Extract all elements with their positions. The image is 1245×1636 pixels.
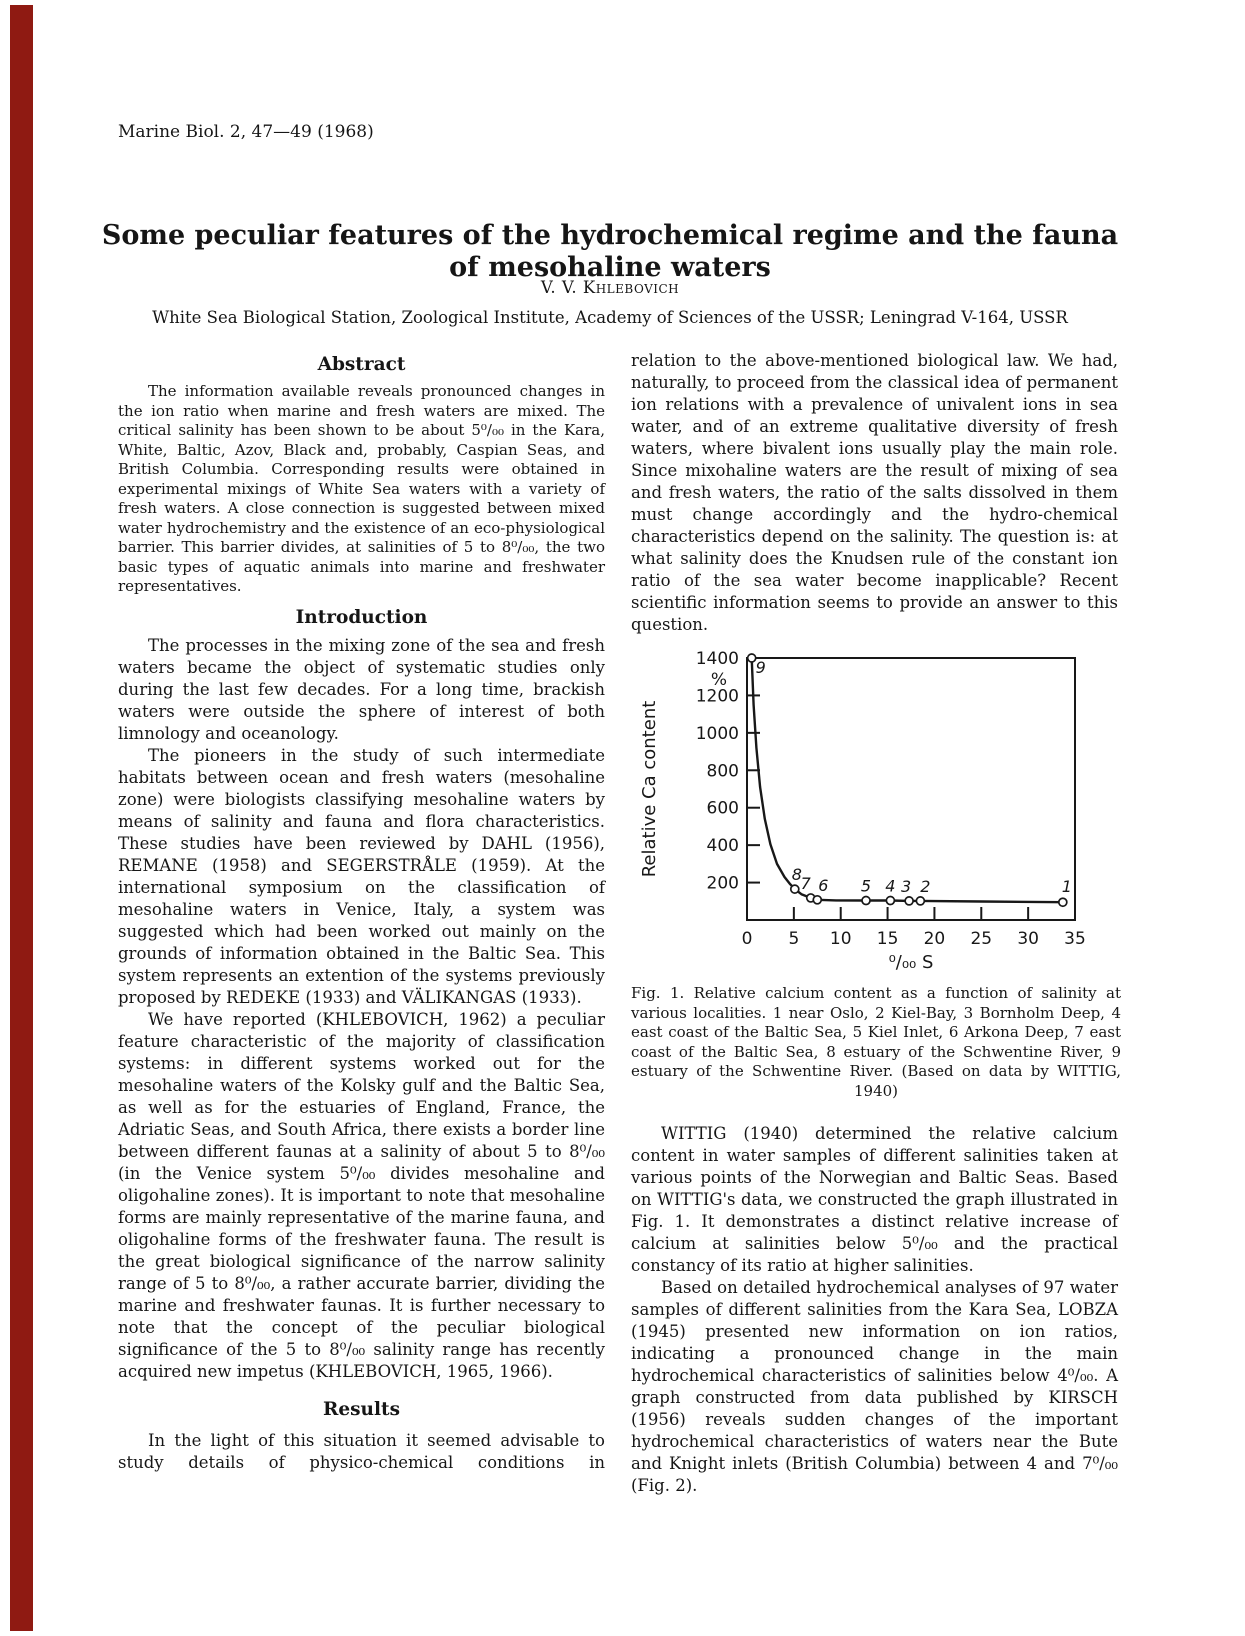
svg-text:2: 2 (920, 876, 931, 896)
figure-1-chart (631, 644, 1121, 976)
svg-text:200: 200 (706, 873, 739, 894)
svg-text:0: 0 (741, 929, 753, 949)
author-affiliation: White Sea Biological Station, Zoological Institute, Academy of Sciences of the USSR; Leningrad V-164, USSR (152, 308, 1068, 327)
svg-text:5: 5 (860, 876, 872, 896)
svg-text:25: 25 (970, 929, 993, 949)
results-paragraph-1-continued: relation to the above-mentioned biological law. We had, naturally, to proceed from the classical idea of permanent ion relations with a prevalence of univalent ions in sea water, and of an extreme qualitative diversity of fresh waters, where bivalent ions usually play the main role. Since mixohaline waters are the result of mixing of sea and fresh waters, the ratio of the salts dissolved in them must change accordingly and the hydro-chemical characteristics depend on the salinity. The question is: at what salinity does the Knudsen rule of the constant ion ratio of the sea water become inapplicable? Recent scientific information seems to provide an answer to this question. (631, 351, 1118, 634)
svg-text:6: 6 (818, 875, 829, 895)
svg-text:7: 7 (800, 873, 811, 893)
svg-text:800: 800 (706, 761, 739, 782)
figure-1-caption: Fig. 1. Relative calcium content as a function of salinity at various localities. 1 near Oslo, 2 Kiel-Bay, 3 Bornholm Deep, 4 east coast of the Baltic Sea, 5 Kiel Inlet, 6 Arkona Deep, 7 east coast of the Baltic Sea, 8 estuary of the Schwentine River, 9 estuary of the Schwentine River. (Based on data by WITTIG, 1940) (631, 984, 1121, 1100)
figure-1 (631, 644, 1121, 1101)
left-margin-stripe (10, 5, 33, 1631)
right-column (631, 350, 1121, 1497)
intro-paragraph-2: The pioneers in the study of such intermediate habitats between ocean and fresh waters (mesohaline zone) were biologists classifying mesohaline waters by means of salinity and fauna and flora characteristics. These studies have been reviewed by DAHL (1956), REMANE (1958) and SEGERSTRÅLE (1959). At the international symposium on the classification of mesohaline waters in Venice, Italy, a system was suggested which had been worked out mainly on the grounds of information obtained in the Baltic Sea. This system represents an extention of the systems previously proposed by REDEKE (1933) and VÄLIKANGAS (1933). (118, 745, 605, 1007)
svg-text:8: 8 (791, 865, 802, 885)
svg-text:400: 400 (706, 836, 739, 857)
svg-text:20: 20 (923, 929, 946, 949)
svg-text:10: 10 (829, 929, 852, 949)
svg-text:Relative Ca content: Relative Ca content (639, 700, 660, 878)
svg-text:1000: 1000 (695, 723, 739, 744)
results-paragraph-1: In the light of this situation it seemed advisable to study details of physico-chemical conditions in (118, 1430, 605, 1472)
svg-text:15: 15 (876, 929, 899, 949)
two-column-body (118, 350, 1121, 1497)
intro-paragraph-1: The processes in the mixing zone of the sea and fresh waters became the object of systematic studies only during the last few decades. For a long time, brackish waters were outside the sphere of interest of both limnology and oceanology. (118, 635, 605, 743)
results-heading: Results (323, 1398, 400, 1420)
svg-text:9: 9 (755, 658, 766, 677)
abstract-heading: Abstract (317, 354, 406, 375)
svg-text:1: 1 (1061, 877, 1072, 897)
paper-title: Some peculiar features of the hydrochemical regime and the fauna of mesohaline waters (101, 220, 1119, 283)
intro-paragraph-3: We have reported (KHLEBOVICH, 1962) a peculiar feature characteristic of the majority of classification systems: in different systems worked out for the mesohaline waters of the Kolsky gulf and the Baltic Sea, as well as for the estuaries of England, France, the Adriatic Seas, and South Africa, there exists a border line between different faunas at a salinity of about 5 to 8⁰/₀₀ (in the Venice system 5⁰/₀₀ divides mesohaline and oligohaline zones). It is important to note that mesohaline forms are mainly representative of the marine fauna, and oligohaline forms of the freshwater fauna. The result is the great biological significance of the narrow salinity range of 5 to 8⁰/₀₀, a rather accurate barrier, dividing the marine and freshwater faunas. It is further necessary to note that the concept of the peculiar biological significance of the 5 to 8⁰/₀₀ salinity range has recently acquired new impetus (KHLEBOVICH, 1965, 1966). (118, 1009, 605, 1381)
svg-text:3: 3 (901, 876, 912, 896)
svg-text:1400: 1400 (695, 649, 739, 669)
results-paragraph-2: WITTIG (1940) determined the relative calcium content in water samples of different salinities taken at various points of the Norwegian and Baltic Seas. Based on WITTIG's data, we constructed the graph illustrated in Fig. 1. It demonstrates a distinct relative increase of calcium at salinities below 5⁰/₀₀ and the practical constancy of its ratio at higher salinities. (631, 1124, 1118, 1275)
introduction-heading: Introduction (295, 606, 428, 628)
journal-reference: Marine Biol. 2, 47—49 (1968) (118, 122, 374, 142)
left-column (118, 350, 605, 1497)
svg-text:1200: 1200 (695, 686, 739, 707)
svg-text:4: 4 (885, 876, 896, 896)
svg-text:⁰/₀₀ S: ⁰/₀₀ S (888, 952, 934, 973)
svg-text:600: 600 (706, 798, 739, 819)
svg-text:35: 35 (1064, 929, 1086, 949)
svg-text:5: 5 (788, 929, 800, 949)
svg-text:%: % (710, 670, 727, 690)
results-paragraph-3: Based on detailed hydrochemical analyses of 97 water samples of different salinities from the Kara Sea, LOBZA (1945) presented new information on ion ratios, indicating a pronounced change in the main hydrochemical characteristics of salinities below 4⁰/₀₀. A graph constructed from data published by KIRSCH (1956) reveals sudden changes of the important hydrochemical characteristics of waters near the Bute and Knight inlets (British Columbia) between 4 and 7⁰/₀₀ (Fig. 2). (631, 1278, 1118, 1495)
abstract-text: The information available reveals pronounced changes in the ion ratio when marine and fresh waters are mixed. The critical salinity has been shown to be about 5⁰/₀₀ in the Kara, White, Baltic, Azov, Black and, probably, Caspian Seas, and British Columbia. Corresponding results were obtained in experimental mixings of White Sea waters with a variety of fresh waters. A close connection is suggested between mixed water hydrochemistry and the existence of an eco-physiological barrier. This barrier divides, at salinities of 5 to 8⁰/₀₀, the two basic types of aquatic animals into marine and freshwater representatives. (118, 382, 605, 595)
author-name: V. V. Khlebovich (540, 278, 680, 297)
svg-text:30: 30 (1017, 929, 1039, 949)
